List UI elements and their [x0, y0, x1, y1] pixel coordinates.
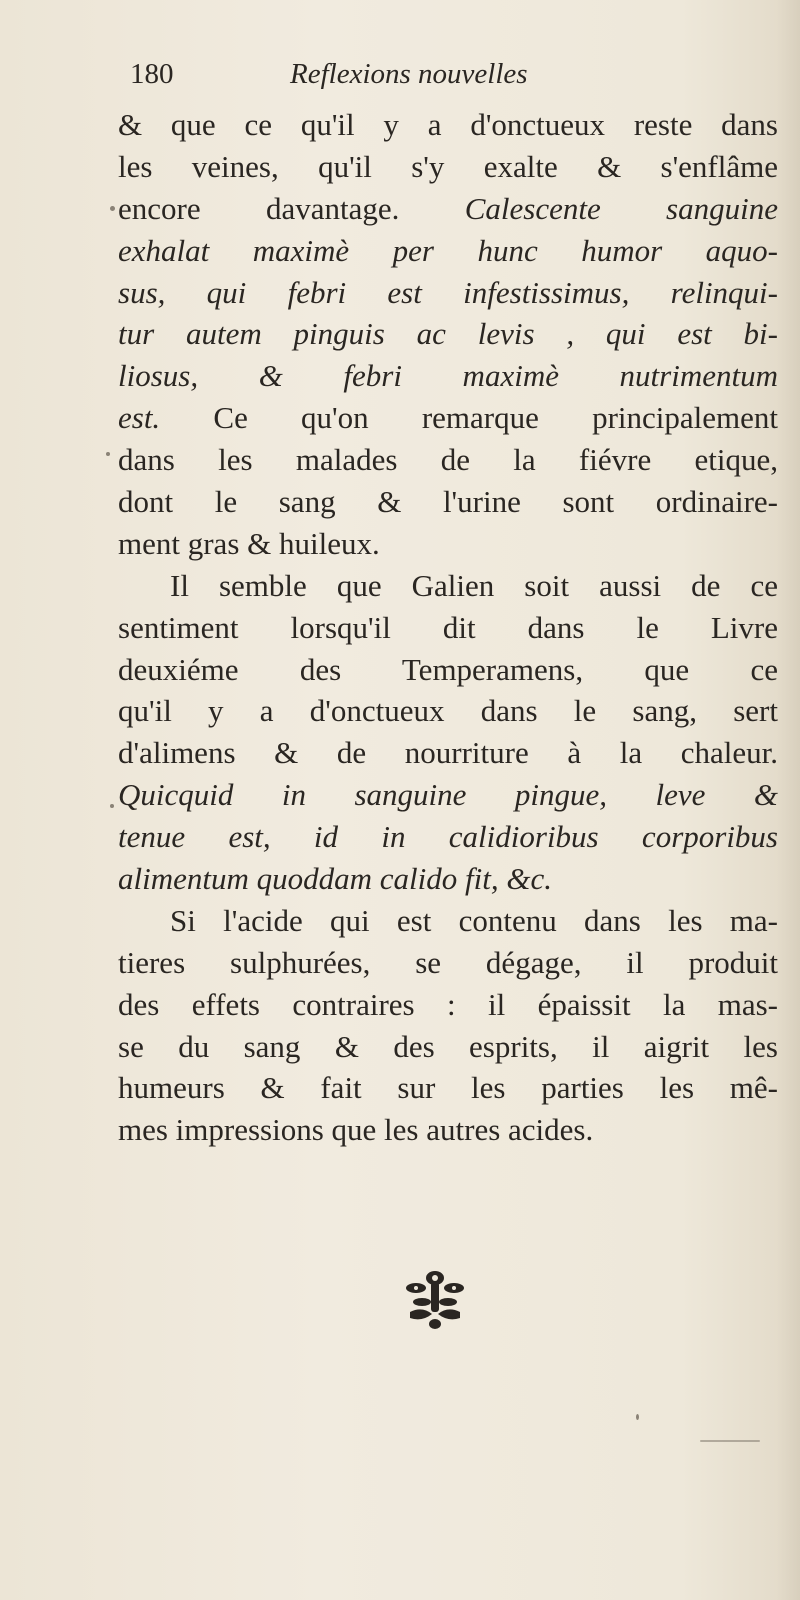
roman-text: encore davantage.: [118, 190, 465, 226]
italic-latin-text: est.: [118, 400, 161, 436]
ink-speck: [700, 1440, 760, 1442]
text-line: tenue est, id in calidioribus corporibus: [118, 819, 778, 855]
text-line: dans les malades de la fiévre etique,: [118, 442, 778, 478]
text-line: dont le sang & l'urine sont ordinaire-: [118, 484, 778, 520]
text-line: Quicquid in sanguine pingue, leve &: [118, 777, 778, 813]
text-line: liosus, & febri maximè nutrimentum: [118, 358, 778, 394]
body-text: [118, 104, 778, 1151]
text-line: d'alimens & de nourriture à la chaleur.: [118, 735, 778, 771]
page-header: [130, 58, 650, 102]
text-line: exhalat maximè per hunc humor aquo-: [118, 232, 778, 268]
text-line: sus, qui febri est infestissimus, relinqui-: [118, 274, 778, 310]
text-line: ment gras & huileux.: [118, 525, 380, 561]
text-line: se du sang & des esprits, il aigrit les: [118, 1028, 778, 1064]
text-line: tieres sulphurées, se dégage, il produit: [118, 944, 778, 980]
running-title: Reflexions nouvelles: [290, 58, 528, 90]
ink-speck: [110, 804, 114, 808]
text-line: humeurs & fait sur les parties les mê-: [118, 1070, 778, 1106]
text-line: [118, 188, 778, 230]
page-number: 180: [130, 58, 174, 90]
text-line: Si l'acide qui est contenu dans les ma-: [170, 902, 778, 938]
text-line: [118, 397, 778, 439]
text-line: deuxiéme des Temperamens, que ce: [118, 651, 778, 687]
text-line: sentiment lorsqu'il dit dans le Livre: [118, 609, 778, 645]
text-line: tur autem pinguis ac levis , qui est bi-: [118, 316, 778, 352]
ink-speck: [106, 452, 110, 456]
italic-latin-text: Calescente sanguine: [464, 190, 778, 226]
text-line: des effets contraires : il épaissit la mas-: [118, 986, 778, 1022]
text-line: alimentum quoddam calido fit, &c.: [118, 861, 552, 897]
text-line: qu'il y a d'onctueux dans le sang, sert: [118, 693, 778, 729]
roman-text: Ce qu'on remarque principalement: [160, 400, 778, 436]
ink-speck: [636, 1414, 639, 1420]
text-line: & que ce qu'il y a d'onctueux reste dans: [118, 107, 778, 142]
floral-ornament-icon: [402, 1266, 468, 1332]
text-line: Il semble que Galien soit aussi de ce: [170, 567, 778, 603]
ink-speck: [110, 206, 115, 211]
text-line: mes impressions que les autres acides.: [118, 1112, 594, 1148]
text-line: les veines, qu'il s'y exalte & s'enflâme: [118, 148, 778, 184]
